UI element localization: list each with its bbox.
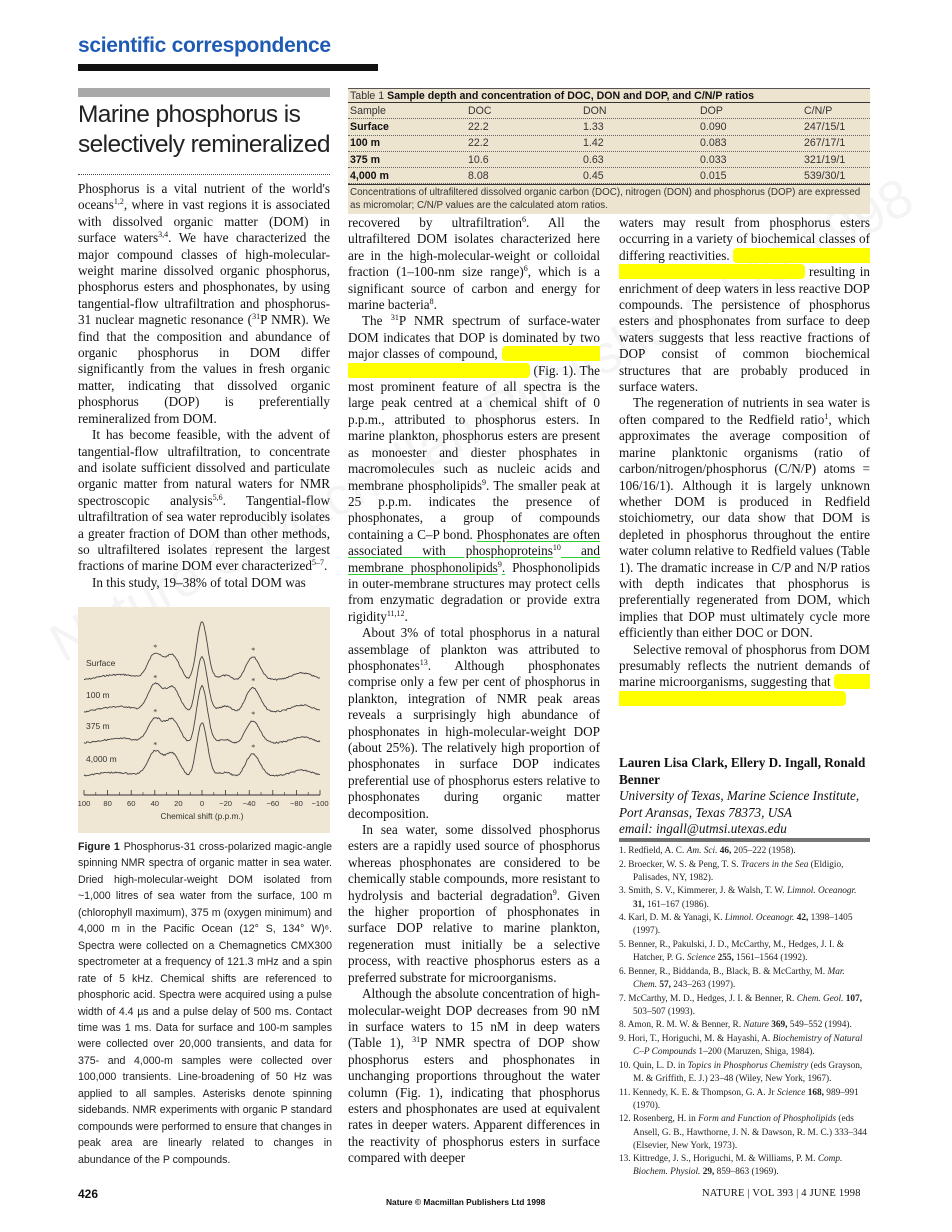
column-header: C/N/P <box>804 104 833 117</box>
spectra-plot <box>78 607 330 833</box>
table-cell: 22.2 <box>468 137 489 150</box>
reference-superscript: 11,12 <box>386 608 405 618</box>
x-tick-label: 0 <box>199 799 205 808</box>
italic-text: Limnol. Oceanogr. <box>724 913 795 924</box>
x-tick-label: 40 <box>150 799 160 808</box>
body-column-3 <box>619 215 870 707</box>
reference-superscript: 9 <box>497 559 502 569</box>
spectrum-trace <box>84 686 320 744</box>
table-cell: 8.08 <box>468 169 489 182</box>
italic-text: Mar. Chem. <box>633 966 845 990</box>
body-column-1 <box>78 181 330 591</box>
table-label: Table 1 <box>350 90 385 102</box>
body-paragraph: The regeneration of nutrients in sea water is often compared to the Redfield ratio$^1$, which approximates the average composition of marine planktonic organisms (ratio of carbon/nitrogen/phosphorus (C/N/P) atoms = 106/16/1). Although it is largely unknown whether DOM is produced in Redfield stoichiometry, our data show that DOM is depleted in phosphorus throughout the entire water column relative to Redfield values (Table 1). The dramatic increase in C/P and N/P ratios with depth indicates that phosphorus is preferentially regenerated from DOM, which implies that DOP must ultimately cycle more efficiently than either DOC or DON. <box>619 395 871 641</box>
table-row <box>348 136 870 152</box>
affiliation-line: Port Aransas, Texas 78373, USA <box>619 804 792 820</box>
table-title <box>348 88 870 103</box>
table-row <box>348 168 870 184</box>
sideband-asterisk: * <box>251 742 256 752</box>
section-heading: scientific correspondence <box>78 34 331 57</box>
italic-text: Comp. Biochem. Physiol. <box>633 1154 843 1178</box>
reference-superscript: 31 <box>252 312 261 322</box>
table-cell: 10.6 <box>468 153 489 166</box>
x-tick-label: 100 <box>78 799 91 808</box>
reference-superscript: 1 <box>824 411 829 421</box>
table-cell: 267/17/1 <box>804 137 846 150</box>
reference-superscript: 31 <box>390 313 399 323</box>
redacted-highlight <box>619 674 870 705</box>
reference-superscript: 5,6 <box>212 492 223 502</box>
table-cell: 1.42 <box>583 137 604 150</box>
spectrum-trace <box>84 622 320 680</box>
reference-superscript: 31 <box>412 1035 421 1045</box>
body-paragraph: In this study, 19–38% of total DOM was <box>92 574 306 590</box>
affiliation-line: University of Texas, Marine Science Institute, <box>619 788 860 804</box>
italic-text: Am. Sci. <box>686 846 718 856</box>
reference-superscript: 3,4 <box>158 230 169 240</box>
table-cell: 247/15/1 <box>804 120 846 133</box>
table-cell: 0.033 <box>700 153 727 166</box>
body-paragraph: It has become feasible, with the advent of tangential-flow ultrafiltration, to concentrate and isolate sufficient dissolved and particulate organic matter from natural waters for NMR spectroscopic analysis$^{5,6}$. Tangential-flow ultrafiltration of sea water reproducibly isolates a greater fraction of DOM than other methods, so ultrafiltered isolates represent the largest fractions of marine DOM ever characterized$^{5-7}$. <box>78 427 330 574</box>
italic-text: Form and Function of Phospholipids <box>698 1114 837 1125</box>
underlined-annotation: . <box>501 559 506 575</box>
reference-superscript: 6 <box>521 215 526 224</box>
body-paragraph: recovered by ultrafiltration$^6$. All the ultrafiltered DOM isolates characterized here are in the high-molecular-weight or colloidal fraction (1–100-nm size range)$^6$, which is a significant source of carbon and energy for marine bacteria$^8$. <box>348 215 600 313</box>
sideband-asterisk: * <box>153 740 158 750</box>
table-cell: 0.083 <box>700 137 727 150</box>
table-cell: 22.2 <box>468 120 489 133</box>
author-email[interactable]: email: ingall@utmsi.utexas.edu <box>619 821 787 837</box>
reference-item: 2. Broecker, W. S. & Peng, T. S. Tracers in the Sea (Eldigio, Palisades, NY, 1982). <box>619 859 844 883</box>
reference-item: 11. Kennedy, K. E. & Thompson, G. A. Jr Science 168, 989–991 (1970). <box>619 1087 859 1111</box>
bold-text: 46, <box>719 846 732 856</box>
column-header: DOC <box>468 104 492 117</box>
sample-depth-cell: 4,000 m <box>350 169 389 182</box>
figure-label: Figure 1 <box>78 841 120 853</box>
x-tick-label: −60 <box>266 799 280 808</box>
table-cell: 0.63 <box>583 153 604 166</box>
title-bar <box>78 88 330 97</box>
reference-superscript: 13 <box>419 657 428 667</box>
bold-text: 57, <box>659 979 671 990</box>
table-header-row <box>348 103 870 119</box>
reference-item: 4. Karl, D. M. & Yanagi, K. Limnol. Oceanogr. 42, 1398–1405 (1997). <box>619 913 853 937</box>
bold-text: 168, <box>807 1087 824 1098</box>
table-cell: 0.090 <box>700 120 727 133</box>
redacted-highlight <box>619 248 870 279</box>
bold-text: 29, <box>702 1167 715 1178</box>
references-rule <box>619 838 870 842</box>
x-tick-label: 60 <box>126 799 136 808</box>
spectrum-trace <box>84 657 320 712</box>
sample-depth-cell: 375 m <box>350 153 381 166</box>
table-body <box>348 119 870 184</box>
copyright-notice: Nature © Macmillan Publishers Ltd 1998 <box>386 1197 546 1207</box>
table-cell: 0.015 <box>700 169 727 182</box>
trace-label: 100 m <box>86 690 110 700</box>
column-header: DON <box>583 104 607 117</box>
x-axis-label: Chemical shift (p.p.m.) <box>160 811 244 821</box>
table-cell: 0.45 <box>583 169 604 182</box>
sample-depth-cell: 100 m <box>350 137 381 150</box>
sideband-asterisk: * <box>153 707 158 717</box>
title-divider <box>78 174 330 175</box>
figure-caption <box>78 839 332 1168</box>
reference-superscript: 1,2 <box>113 197 124 207</box>
reference-item: 10. Quin, L. D. in Topics in Phosphorus Chemistry (eds Grayson, M. & Griffith, E. J.) 23–48 (Wiley, New York, 1967). <box>619 1060 863 1084</box>
sideband-asterisk: * <box>153 642 158 652</box>
section-rule <box>78 64 378 71</box>
italic-text: Biochemistry of Natural C–P Compounds <box>633 1034 863 1058</box>
reference-superscript: 9 <box>552 887 557 897</box>
x-tick-label: −100 <box>311 799 329 808</box>
italic-text: Nature <box>743 1020 769 1031</box>
body-paragraph: Selective removal of phosphorus from DOM presumably reflects the nutrient demands of marine microorganisms, suggesting that <box>619 642 870 708</box>
column-header: Sample <box>350 104 386 117</box>
table-row <box>348 119 870 135</box>
figure-caption-text: Phosphorus-31 cross-polarized magic-angle spinning NMR spectra of organic matter in sea water. Dried high-molecular-weight DOM isolated from ~1,000 litres of sea water from the surface, 100 m (chlorophyll maximum), 375 m (oxygen minimum) and 4,000 m in the Pacific Ocean (12° S, 134° W)⁶. Spectra were collected on a Chemagnetics CMX300 spectrometer at a frequency of 121.3 mHz and a spin rate of 5 kHz. Chemical shifts are referenced to phosphoric acid. Spectra were acquired using a pulse width of 4.4 µs and a pulse delay of 500 ms. Contact time was 1 ms. Data for surface and 100-m samples were collected over 20,000 transients, and data for 375- and 4,000-m samples were collected over 100,000 transients. Line-broadening of 50 Hz was applied to all samples. Asterisks denote spinning sidebands. NMR experiments with organic P standard compounds were performed to ensure that changes in peak area are linearly related to changes in abundance of the P compounds. <box>78 841 332 1166</box>
x-tick-label: −20 <box>219 799 233 808</box>
reference-superscript: 5–7 <box>311 558 324 568</box>
underlined-annotation: Phosphonates are often associated with phosphoproteins <box>348 526 600 559</box>
redacted-highlight <box>348 346 600 377</box>
body-paragraph: In sea water, some dissolved phosphorus esters are a rapidly used source of phosphorus whereas phosphonates are considered to be chemically stable compounds, more resistant to hydrolysis and bacterial degradation$^9$. Given the higher proportion of phosphonates in surface DOP relative to marine plankton, regeneration must initially be a selective process, with reactive phosphorus esters as a preferred substrate for microorganisms. <box>348 822 600 985</box>
table-note: Concentrations of ultrafiltered dissolved organic carbon (DOC), nitrogen (DON) and phosphorus (DOP) are expressed as micromolar; C/N/P values are the calculated atom ratios. <box>348 184 870 214</box>
trace-label: Surface <box>86 658 116 668</box>
sideband-asterisk: * <box>153 673 158 683</box>
bold-text: 255, <box>717 953 734 964</box>
reference-item: 12. Rosenberg, H. in Form and Function of Phospholipids (eds Ansell, G. B., Hawthorne, J. N. & Dawson, R. M. C.) 333–344 (Elsevier, New York, 1973). <box>619 1114 867 1151</box>
reference-list <box>619 845 870 1180</box>
body-paragraph: The $^{31}$P NMR spectrum of surface-water DOM indicates that DOP is dominated by two major classes of compound, (Fig. 1). The most prominent feature of all spectra is the large peak centred at a chemical shift of 0 p.p.m., attributed to phosphorus esters. In marine plankton, phosphorus esters are present as monoester and diester phosphates in macromolecules such as nucleic acids and membrane phospholipids$^9$. The smaller peak at 25 p.p.m. indicates the presence of phosphonates, a group of compounds containing a C–P bond. Phosphonates are often associated with phosphoproteins$^{10}$ and membrane phosphonolipids$^9$. Phosphonolipids in outer-membrane structures may protect cells from enzymatic degradation or provide extra rigidity$^{11,12}$. <box>348 313 601 624</box>
reference-item: 9. Hori, T., Horiguchi, M. & Hayashi, A. Biochemistry of Natural C–P Compounds 1–200 (Maruzen, Shiga, 1984). <box>619 1034 863 1058</box>
reference-item: 13. Kittredge, J. S., Horiguchi, M. & Williams, P. M. Comp. Biochem. Physiol. 29, 859–863 (1969). <box>619 1154 843 1178</box>
italic-text: Chem. Geol. <box>796 993 844 1004</box>
article-title: Marine phosphorus is selectively remineralized <box>78 101 330 158</box>
sample-depth-cell: Surface <box>350 120 389 133</box>
underlined-annotation: and membrane phosphonolipids <box>348 543 600 575</box>
reference-superscript: 10 <box>552 543 561 553</box>
spectrum-trace <box>84 723 320 776</box>
reference-superscript: 8 <box>429 297 434 307</box>
reference-item: 8. Amon, R. M. W. & Benner, R. Nature 369, 549–552 (1994). <box>619 1020 852 1031</box>
bold-text: 369, <box>771 1020 788 1031</box>
body-column-2 <box>348 215 600 1167</box>
italic-text: Topics in Phosphorus Chemistry <box>687 1060 809 1071</box>
table-title-text: Sample depth and concentration of DOC, DON and DOP, and C/N/P ratios <box>387 90 755 102</box>
table-cell: 1.33 <box>583 120 604 133</box>
body-paragraph: waters may result from phosphorus esters occurring in a variety of biochemical classes of differing reactivities. resulting in enrichment of deep waters in less reactive DOP compounds. The persistence of phosphorus esters and phosphonates from surface to deep waters suggests that less reactive fractions of DOP consist of common biochemical structures that are probably produced in surface waters. <box>619 215 870 395</box>
reference-item: 7. McCarthy, M. D., Hedges, J. I. & Benner, R. Chem. Geol. 107, 503–507 (1993). <box>619 993 863 1017</box>
sideband-asterisk: * <box>251 709 256 719</box>
italic-text: Science <box>686 953 716 964</box>
reference-superscript: 9 <box>481 477 486 487</box>
table-cell: 321/19/1 <box>804 153 846 166</box>
journal-citation: NATURE | VOL 393 | 4 JUNE 1998 <box>702 1188 861 1199</box>
sideband-asterisk: * <box>251 645 256 655</box>
italic-text: Tracers in the Sea <box>740 859 809 870</box>
trace-label: 4,000 m <box>86 754 117 764</box>
table-1 <box>348 88 870 214</box>
author-names: Lauren Lisa Clark, Ellery D. Ingall, Ronald Benner <box>619 755 866 787</box>
x-tick-label: 80 <box>103 799 112 808</box>
author-block <box>619 755 870 838</box>
figure-1-nmr-spectra <box>78 607 330 833</box>
trace-label: 375 m <box>86 721 110 731</box>
x-tick-label: −40 <box>242 799 256 808</box>
body-paragraph: Phosphorus is a vital nutrient of the world's oceans$^{1,2}$, where in vast regions it is associated with dissolved organic matter (DOM) in surface waters$^{3,4}$. We have characterized the major compound classes of high-molecular-weight marine dissolved organic phosphorus, phosphorus esters and phosphonates, by using tangential-flow ultrafiltration and phosphorus-31 nuclear magnetic resonance ($^{31}$P NMR). We find that the composition and abundance of organic phosphorus in DOM differ significantly from the values in fresh organic matter, indicating that dissolved organic phosphorus (DOP) is preferentially remineralized from DOM. <box>78 181 330 426</box>
italic-text: Science <box>776 1087 806 1098</box>
bold-text: 31, <box>633 899 645 910</box>
sideband-asterisk: * <box>251 676 256 686</box>
page-number: 426 <box>78 1187 99 1201</box>
italic-text: Limnol. Oceanogr. <box>786 886 857 897</box>
column-header: DOP <box>700 104 723 117</box>
x-tick-label: 20 <box>174 799 183 808</box>
table-cell: 539/30/1 <box>804 169 846 182</box>
reference-item: 5. Benner, R., Pakulski, J. D., McCarthy, M., Hedges, J. I. & Hatcher, P. G. Science 255, 1561–1564 (1992). <box>619 940 844 964</box>
body-paragraph: Although the absolute concentration of high-molecular-weight DOP decreases from 90 nM in surface waters to 15 nM in deep waters (Table 1), $^{31}$P NMR spectra of DOP show phosphorus esters and phosphonates in unchanging proportions throughout the water column (Fig. 1), indicating that phosphorus esters and phosphonates are used at equivalent rates in deeper waters. Apparent differences in the reactivity of phosphorus esters in surface compared with deeper <box>348 986 600 1166</box>
bold-text: 107, <box>845 993 863 1004</box>
reference-item: 1. Redfield, A. C. Am. Sci. 46, 205–222 (1958). <box>619 846 796 856</box>
reference-item: 3. Smith, S. V., Kimmerer, J. & Walsh, T. W. Limnol. Oceanogr. 31, 161–167 (1986). <box>619 886 857 910</box>
x-tick-label: −80 <box>289 799 303 808</box>
reference-superscript: 6 <box>523 264 528 274</box>
body-paragraph: About 3% of total phosphorus in a natural assemblage of plankton was attributed to phosphonates$^{13}$. Although phosphonates comprise only a few per cent of phosphorus in plankton, integration of NMR peak areas reveals a surprisingly high abundance of phosphonates in high-molecular-weight DOP (about 25%). The relatively high proportion of phosphonates in surface DOP indicates preferential use of phosphorus esters relative to phosphonates during organic matter decomposition. <box>348 625 600 821</box>
table-row <box>348 152 870 168</box>
reference-item: 6. Benner, R., Biddanda, B., Black, B. & McCarthy, M. Mar. Chem. 57, 243–263 (1997). <box>619 966 845 990</box>
bold-text: 42, <box>796 913 809 924</box>
